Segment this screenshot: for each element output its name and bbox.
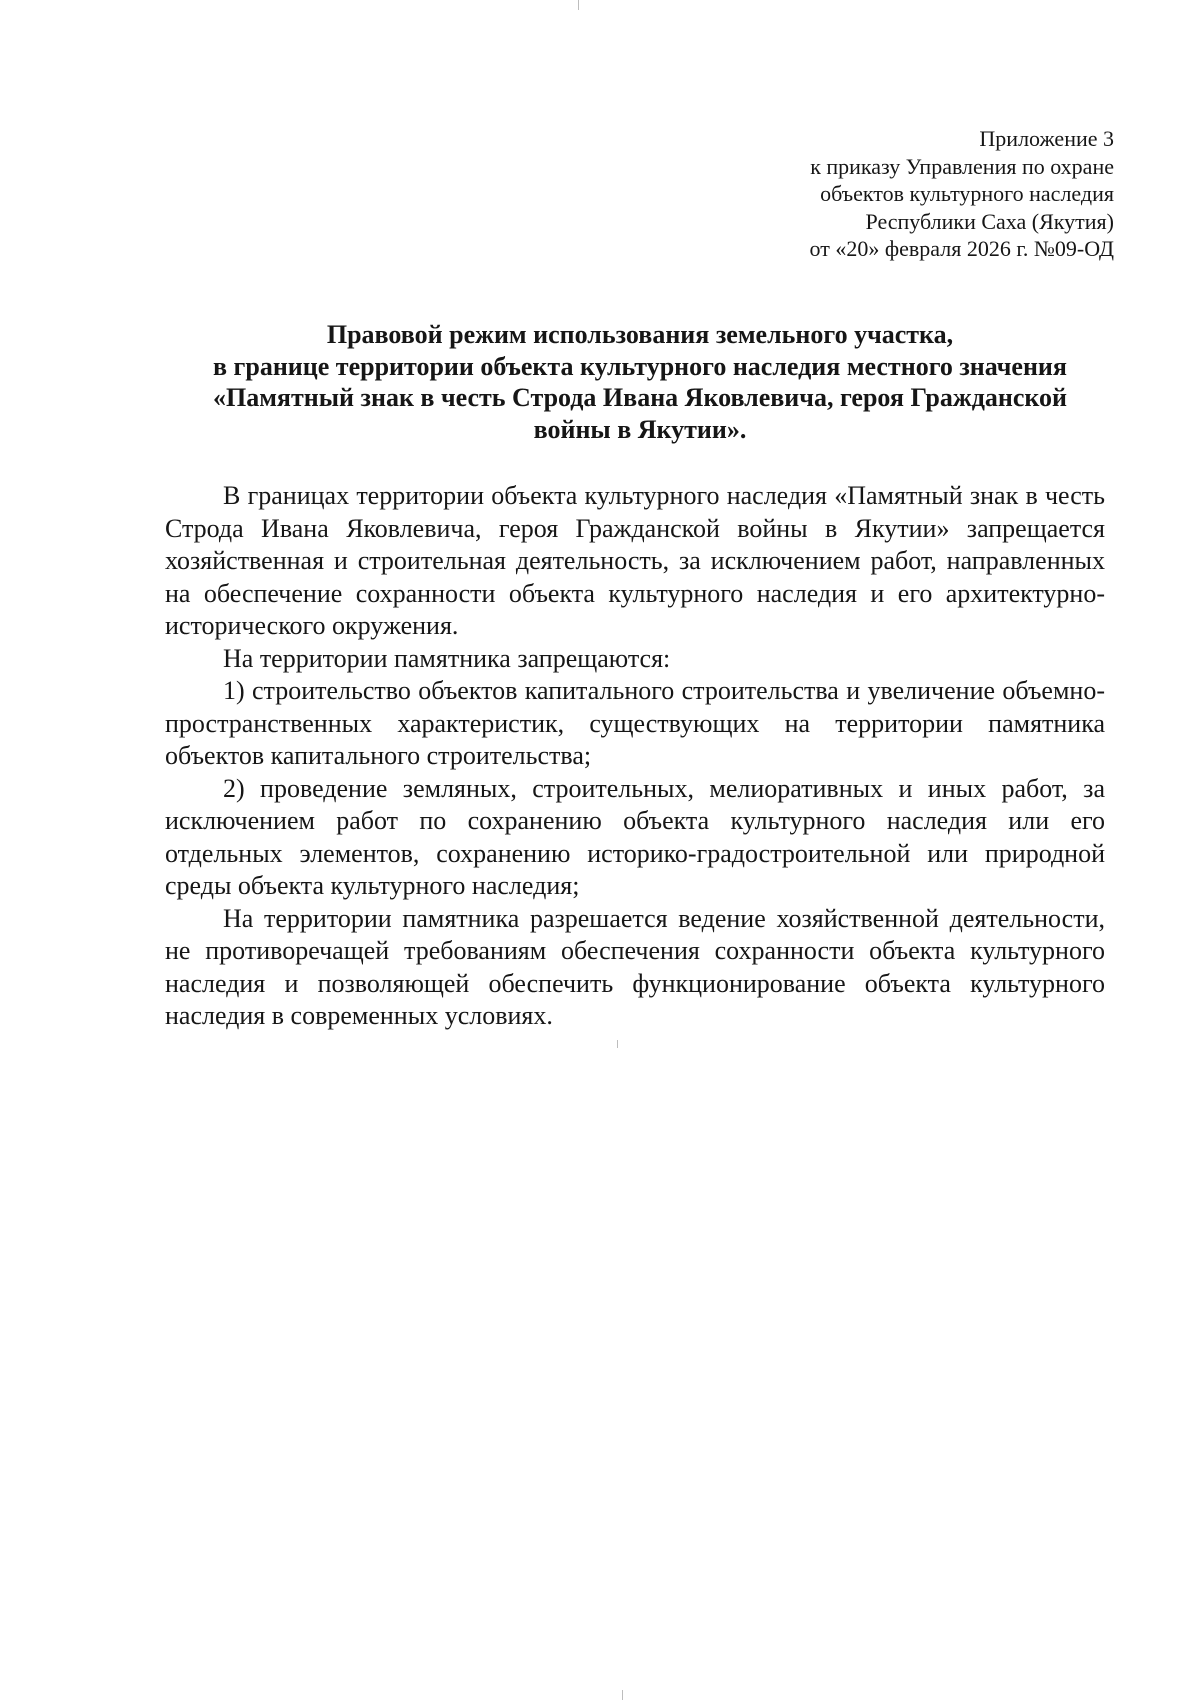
title-line-1: Правовой режим использования земельного участка, [326, 320, 954, 349]
document-body [165, 480, 1105, 1033]
title-line-2: в границе территории объекта культурного наследия местного значения [213, 351, 1067, 381]
appendix-date-line: от «20» февраля 2026 г. №09-ОД [809, 236, 1114, 261]
title-line-3: «Памятный знак в честь Строда Ивана Яковлевича, героя Гражданской [212, 383, 1067, 412]
paragraph-prohibited-intro: На территории памятника запрещаются: [223, 643, 671, 673]
scan-mark-bottom [622, 1690, 623, 1700]
paragraph-restriction: В границах территории объекта культурного наследия «Памятный знак в честь Строда Ивана Яковлевича, героя Гражданской войны в Якутии» запрещается хозяйственная и строительная деятельность, за исключением работ, направленных на обеспечение сохранности объекта культурного наследия и его архитектурно-исторического окружения. [165, 481, 1105, 640]
document-title [160, 319, 1120, 445]
appendix-republic-line: Республики Саха (Якутия) [865, 208, 1114, 234]
paragraph-permitted: На территории памятника разрешается ведение хозяйственной деятельности, не противоречащей требованиям обеспечения сохранности объекта культурного наследия и позволяющей обеспечить функционирование объекта культурного наследия в современных условиях. [165, 903, 1105, 1030]
scan-mark-middle [617, 1040, 618, 1048]
paragraph-item-2: 2) проведение земляных, строительных, мелиоративных и иных работ, за исключением работ по сохранению объекта культурного наследия или его отдельных элементов, сохранению историко-градостроительной или природной среды объекта культурного наследия; [165, 773, 1105, 900]
appendix-department-line: объектов культурного наследия [820, 181, 1114, 206]
appendix-number: Приложение 3 [979, 126, 1114, 151]
appendix-header [810, 125, 1114, 263]
title-line-4: войны в Якутии». [533, 414, 747, 444]
appendix-order-line: к приказу Управления по охране [810, 153, 1114, 179]
scan-mark-top [578, 0, 579, 10]
paragraph-item-1: 1) строительство объектов капитального строительства и увеличение объемно-пространственных характеристик, существующих на территории памятника объектов капитального строительства; [165, 676, 1105, 770]
